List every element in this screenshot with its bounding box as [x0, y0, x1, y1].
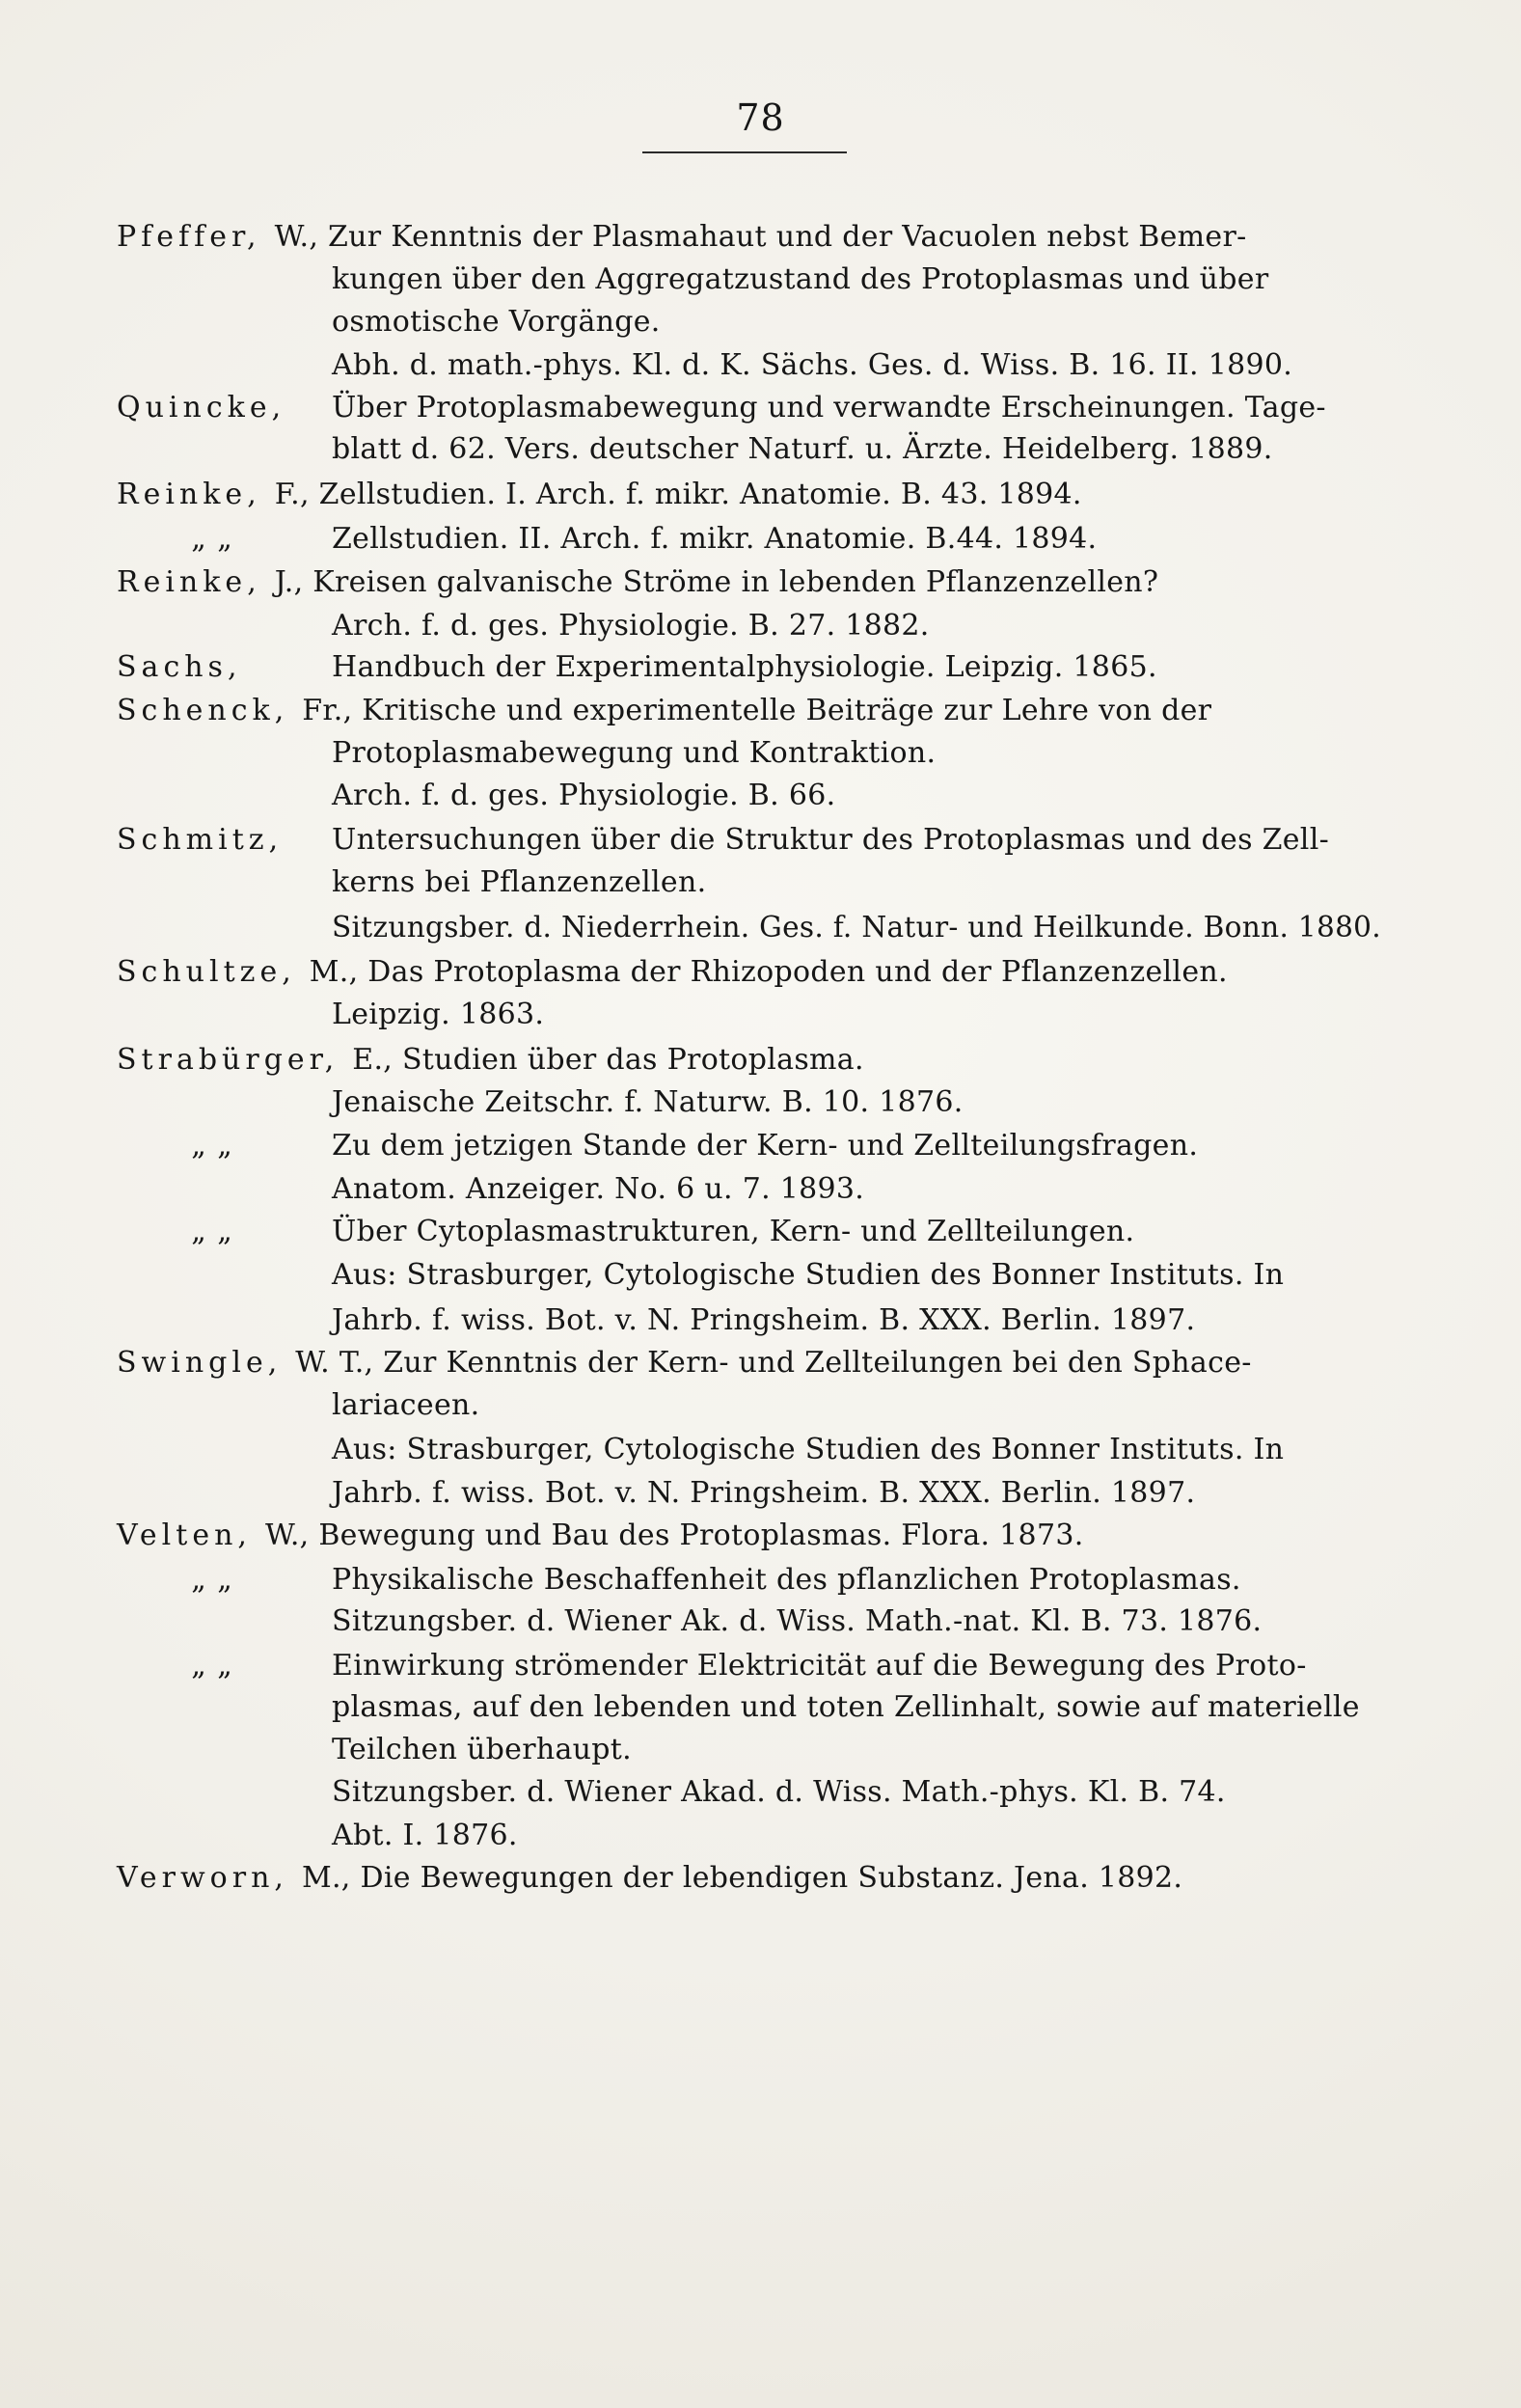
ditto-marks: „ „ [191, 1563, 233, 1597]
entry-continuation: Sitzungsber. d. Niederrhein. Ges. f. Natur- und Heilkunde. Bonn. 1880. [332, 911, 1381, 944]
entry-author: Schenck, [117, 694, 289, 727]
entry-continuation: Protoplasmabewegung und Kontraktion. [332, 736, 937, 770]
entry-continuation: blatt d. 62. Vers. deutscher Naturf. u. Ärzte. Heidelberg. 1889. [332, 432, 1273, 466]
entry-continuation: Aus: Strasburger, Cytologische Studien des Bonner Instituts. In [332, 1433, 1285, 1466]
entry-author: Swingle, [117, 1346, 283, 1380]
entry-text: Zu dem jetzigen Stande der Kern- und Zellteilungsfragen. [332, 1129, 1199, 1163]
entry-continuation: osmotische Vorgänge. [332, 305, 661, 339]
ditto-marks: „ „ [191, 522, 233, 556]
entry-continuation: Arch. f. d. ges. Physiologie. B. 66. [332, 779, 836, 812]
entry-text: Über Protoplasmabewegung und verwandte Erscheinungen. Tage- [332, 391, 1326, 424]
entry-continuation: Jenaische Zeitschr. f. Naturw. B. 10. 1876. [332, 1085, 964, 1119]
entry-text: W., Zur Kenntnis der Plasmahaut und der Vacuolen nebst Bemer- [274, 220, 1247, 254]
entry-continuation: Jahrb. f. wiss. Bot. v. N. Pringsheim. B. XXX. Berlin. 1897. [332, 1303, 1196, 1337]
entry-continuation: lariaceen. [332, 1388, 480, 1422]
entry-text: W., Bewegung und Bau des Protoplasmas. Flora. 1873. [264, 1519, 1084, 1552]
entry-continuation: Aus: Strasburger, Cytologische Studien des Bonner Instituts. In [332, 1258, 1285, 1292]
entry-continuation: Sitzungsber. d. Wiener Akad. d. Wiss. Math.-phys. Kl. B. 74. [332, 1775, 1226, 1809]
entry-text: J., Kreisen galvanische Ströme in lebenden Pflanzenzellen? [274, 565, 1159, 599]
entry-author: Schultze, [117, 955, 296, 989]
entry-author: Verworn, [117, 1861, 288, 1895]
entry-text: W. T., Zur Kenntnis der Kern- und Zellteilungen bei den Sphace- [295, 1346, 1252, 1380]
entry-text: F., Zellstudien. I. Arch. f. mikr. Anatomie. B. 43. 1894. [274, 478, 1082, 511]
entry-continuation: Jahrb. f. wiss. Bot. v. N. Pringsheim. B. XXX. Berlin. 1897. [332, 1476, 1196, 1510]
entry-continuation: kerns bei Pflanzenzellen. [332, 865, 707, 899]
entry-text: Physikalische Beschaffenheit des pflanzlichen Protoplasmas. [332, 1563, 1241, 1597]
entry-continuation: Arch. f. d. ges. Physiologie. B. 27. 1882. [332, 609, 930, 643]
entry-text: Fr., Kritische und experimentelle Beiträge zur Lehre von der [302, 694, 1212, 727]
ditto-marks: „ „ [191, 1129, 233, 1163]
entry-text: Einwirkung strömender Elektricität auf die Bewegung des Proto- [332, 1649, 1307, 1683]
entry-author: Strabürger, [117, 1043, 340, 1077]
entry-continuation: Abh. d. math.-phys. Kl. d. K. Sächs. Ges. d. Wiss. B. 16. II. 1890. [332, 348, 1293, 382]
entry-author: Schmitz, [117, 823, 284, 857]
entry-text: Handbuch der Experimentalphysiologie. Leipzig. 1865. [332, 650, 1157, 684]
entry-continuation: Anatom. Anzeiger. No. 6 u. 7. 1893. [332, 1172, 865, 1206]
entry-continuation: kungen über den Aggregatzustand des Protoplasmas und über [332, 262, 1269, 296]
entry-text: E., Studien über das Protoplasma. [352, 1043, 864, 1077]
entry-text: M., Das Protoplasma der Rhizopoden und der Pflanzenzellen. [309, 955, 1228, 989]
entry-text: Zellstudien. II. Arch. f. mikr. Anatomie. B.44. 1894. [332, 522, 1098, 556]
entry-author: Reinke, [117, 565, 261, 599]
entry-author: Sachs, [117, 650, 242, 684]
page-number: 78 [736, 96, 785, 139]
entry-continuation: Teilchen überhaupt. [332, 1733, 633, 1766]
entry-author: Quincke, [117, 391, 286, 424]
entry-continuation: Abt. I. 1876. [332, 1819, 518, 1852]
entry-text: Untersuchungen über die Struktur des Protoplasmas und des Zell- [332, 823, 1330, 857]
entry-continuation: Leipzig. 1863. [332, 998, 545, 1031]
ditto-marks: „ „ [191, 1215, 233, 1248]
entry-text: Über Cytoplasmastrukturen, Kern- und Zellteilungen. [332, 1215, 1135, 1248]
entry-continuation: Sitzungsber. d. Wiener Ak. d. Wiss. Math.-nat. Kl. B. 73. 1876. [332, 1604, 1263, 1638]
entry-author: Velten, [117, 1519, 252, 1552]
entry-author: Reinke, [117, 478, 261, 511]
entry-continuation: plasmas, auf den lebenden und toten Zellinhalt, sowie auf materielle [332, 1690, 1360, 1724]
ditto-marks: „ „ [191, 1649, 233, 1683]
entry-author: Pfeffer, [117, 220, 261, 254]
entry-text: M., Die Bewegungen der lebendigen Substanz. Jena. 1892. [301, 1861, 1183, 1895]
